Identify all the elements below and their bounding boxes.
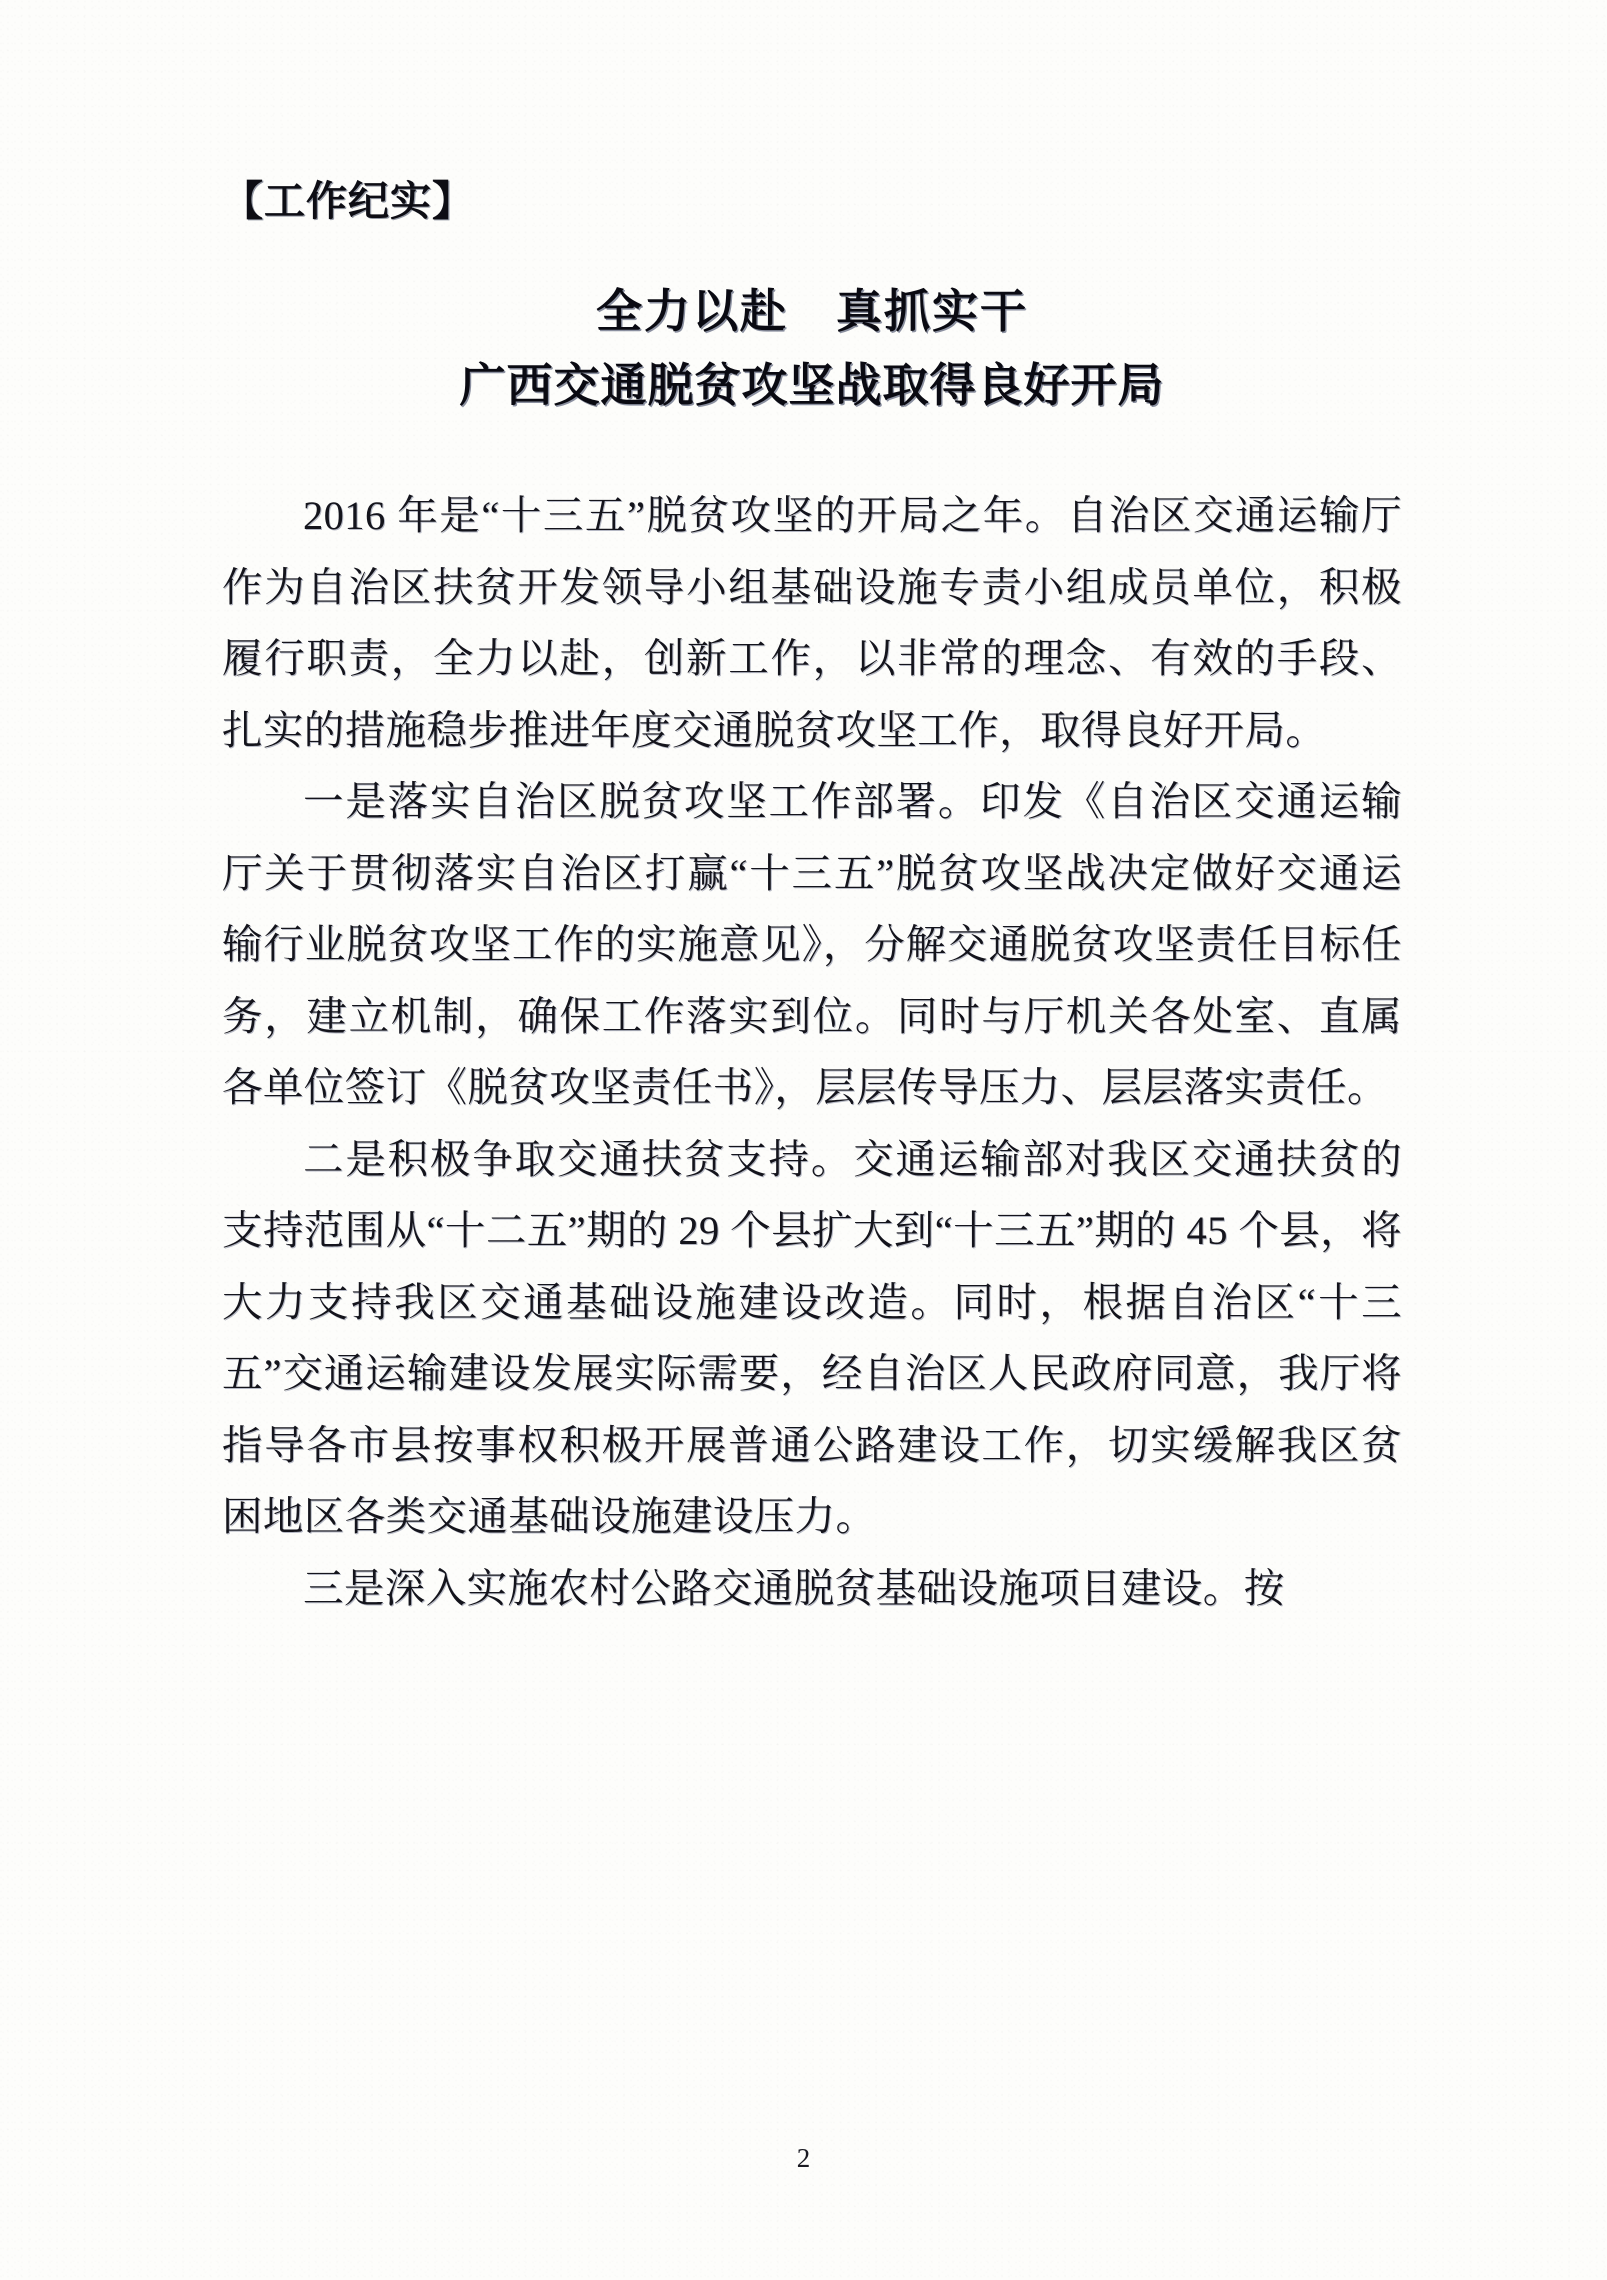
body-paragraph-4: 三是深入实施农村公路交通脱贫基础设施项目建设。按 xyxy=(303,1565,1285,1611)
body-paragraph-3: 二是积极争取交通扶贫支持。交通运输部对我区交通扶贫的支持范围从“十二五”期的 29 个县扩大到“十三五”期的 45 个县，将大力支持我区交通基础设施建设改造。同时，根据自治区“十三五”交通运输建设发展实际需要，经自治区人民政府同意，我厅将指导各市县按事权积极开展普通公路建设工作，切实缓解我区贫困地区各类交通基础设施建设压力。 xyxy=(222,1136,1402,1540)
document-body xyxy=(222,480,1402,1624)
document-title-line-2: 广西交通脱贫攻坚战取得良好开局 xyxy=(459,359,1165,411)
page-content xyxy=(222,0,1402,1624)
document-title-line-1 xyxy=(222,283,1402,341)
body-paragraph-2: 一是落实自治区脱贫攻坚工作部署。印发《自治区交通运输厅关于贯彻落实自治区打赢“十三五”脱贫攻坚战决定做好交通运输行业脱贫攻坚工作的实施意见》，分解交通脱贫攻坚责任目标任务，建立机制，确保工作落实到位。同时与厅机关各处室、直属各单位签订《脱贫攻坚责任书》，层层传导压力、层层落实责任。 xyxy=(222,779,1402,1111)
title-phrase-secondary: 真抓实干 xyxy=(836,286,1028,338)
page-number: 2 xyxy=(796,2143,811,2173)
body-paragraph-1: 2016 年是“十三五”脱贫攻坚的开局之年。自治区交通运输厅作为自治区扶贫开发领导小组基础设施专责小组成员单位，积极履行职责，全力以赴，创新工作，以非常的理念、有效的手段、扎实的措施稳步推进年度交通脱贫攻坚工作，取得良好开局。 xyxy=(222,493,1402,753)
title-phrase-primary: 全力以赴 xyxy=(596,286,788,338)
section-tag: 【工作纪实】 xyxy=(222,178,474,224)
